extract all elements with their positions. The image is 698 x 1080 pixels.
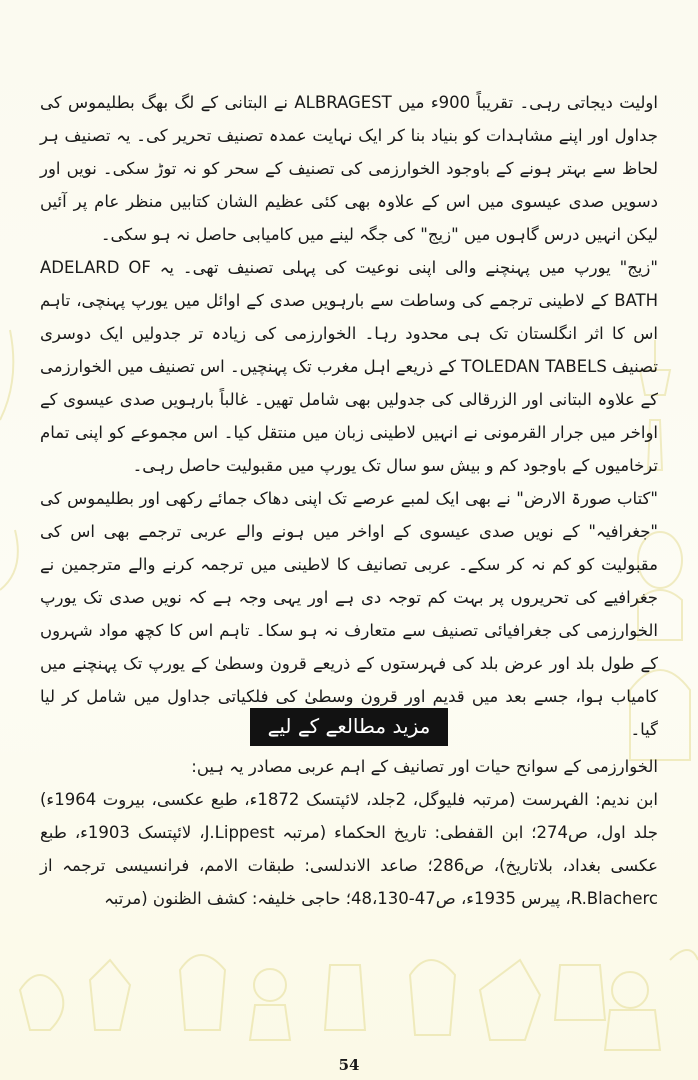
paragraph-1: اولیت دیجاتی رہی۔ تقریباً 900ء میں ALBRAGEST نے البتانی کے لگ بھگ بطلیموس کی جداول اور اپنے مشاہدات کو بنیاد بنا کر ایک نہایت عمدہ تصنیف تحریر کی۔ یہ تصنیف ہر لحاظ سے بہتر ہونے کے باوجود الخوارزمی کی تصنیف کے سحر کو نہ توڑ سکی۔ نویں اور دسویں صدی عیسوی میں اس کے علاوہ بھی کئی عظیم الشان کتابیں منظر عام پر آئیں لیکن انہیں درس گاہوں میں "زیج" کی جگہ لینے میں کامیابی حاصل نہ ہو سکی۔ [40, 93, 658, 244]
sources-block [40, 750, 658, 915]
paragraph-3: "کتاب صورۃ الارض" نے بھی ایک لمبے عرصے تک اپنی دھاک جمائے رکھی اور بطلیموس کی "جغرافیہ" کے نویں صدی عیسوی کے اواخر میں ہونے والے عربی ترجمے بھی اس کی مقبولیت کو کم نہ کر سکے۔ عربی تصانیف کا لاطینی میں ترجمہ کرنے والے مترجمین نے جغرافیے کی تحریروں پر بہت کم توجہ دی ہے اور یہی وجہ ہے کہ نویں صدی تک یورپ الخوارزمی کی جغرافیائی تصنیف سے متعارف نہ ہو سکا۔ تاہم اس کا کچھ مواد شہروں کے طول بلد اور عرض بلد کی فہرستوں کے ذریعے قرون وسطیٰ کے یورپ تک پہنچنے میں کامیاب ہوا، جسے بعد میں قدیم اور قرون وسطیٰ کی فلکیاتی جداول میں شامل کر لیا گیا۔ [40, 489, 658, 739]
page-number: 54 [338, 1056, 360, 1074]
section-heading-wrap [0, 708, 698, 746]
section-heading: مزید مطالعے کے لیے [250, 708, 449, 746]
paragraph-2: "زیج" یورپ میں پہنچنے والی اپنی نوعیت کی پہلی تصنیف تھی۔ یہ ADELARD OF BATH کے لاطینی ترجمے کی وساطت سے بارہویں صدی کے اوائل میں یورپ پہنچی، تاہم اس کا اثر انگلستان تک ہی محدود رہا۔ الخوارزمی کی زیادہ تر جدولیں ایک دوسری تصنیف TOLEDAN TABELS کے ذریعے اہل مغرب تک پہنچیں۔ اس تصنیف میں الخوارزمی کے علاوہ البتانی اور الزرقالی کی جدولیں بھی شامل تھیں۔ غالباً بارہویں صدی عیسوی کے اواخر میں جرار القرمونی نے انہیں لاطینی زبان میں منتقل کیا۔ اس مجموعے کو اپنی تمام ترخامیوں کے باوجود کم و بیش سو سال تک یورپ میں مقبولیت حاصل رہی۔ [40, 258, 659, 475]
sources-intro: الخوارزمی کے سوانح حیات اور تصانیف کے اہم عربی مصادر یہ ہیں: [191, 757, 658, 776]
sources-list: ابن ندیم: الفہرست (مرتبہ فلیوگل، 2جلد، لائپتسک 1872ء، طبع عکسی، بیروت 1964ء) جلد اول، ص274؛ ابن القفطی: تاریخ الحکماء (مرتبہ J.Lippest، لائپتسک 1903ء، طبع عکسی بغداد، بلاتاریخ)، ص286؛ صاعد الاندلسی: طبقات الامم، فرانسیسی ترجمہ از R.Blacherc، پیرس 1935ء، ص47-48،130؛ حاجی خلیفہ: کشف الظنون (مرتبہ [40, 790, 658, 908]
main-text-block [40, 86, 658, 746]
